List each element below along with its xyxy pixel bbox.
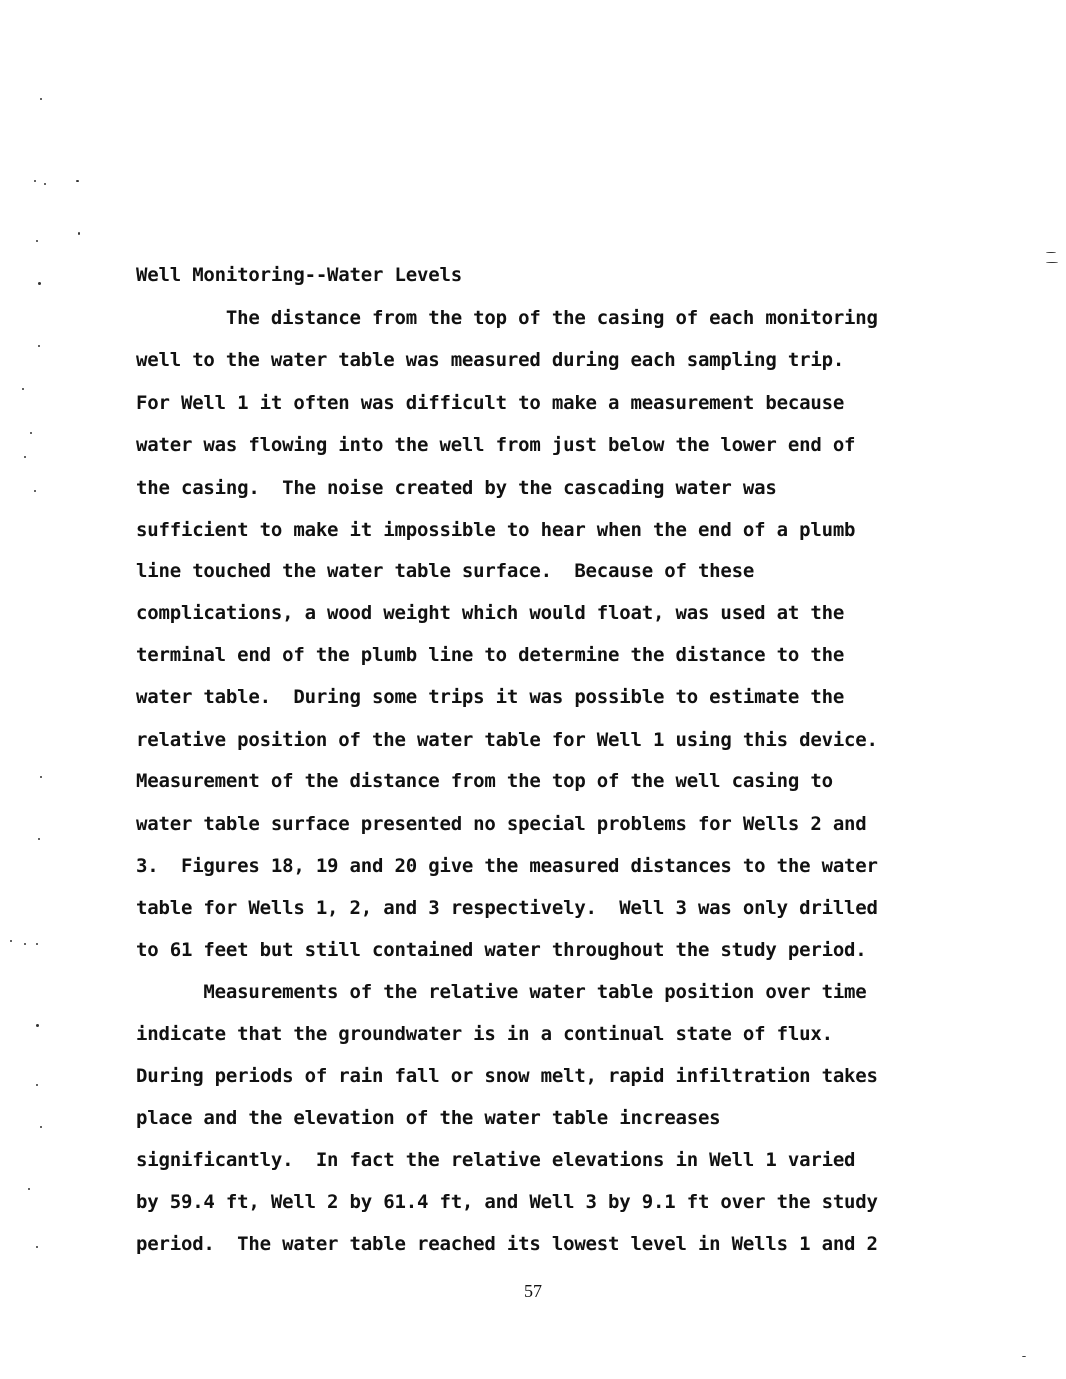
body-line: water was flowing into the well from just below the lower end of — [136, 434, 856, 456]
scan-speck — [1046, 252, 1056, 253]
body-line: During periods of rain fall or snow melt, rapid infiltration takes — [136, 1065, 878, 1087]
scan-speck — [36, 943, 38, 945]
body-line: Measurements of the relative water table position over time — [136, 981, 867, 1003]
scan-speck — [36, 1024, 39, 1027]
body-line: to 61 feet but still contained water throughout the study period. — [136, 939, 867, 961]
scan-speck — [10, 940, 12, 942]
body-line: water table surface presented no special problems for Wells 2 and — [136, 813, 867, 835]
scan-speck — [38, 282, 41, 285]
body-line: well to the water table was measured during each sampling trip. — [136, 349, 845, 371]
scan-speck — [1046, 262, 1058, 263]
body-line: Measurement of the distance from the top of the well casing to — [136, 770, 833, 792]
scan-speck — [22, 388, 24, 390]
scan-speck — [36, 1246, 38, 1248]
body-line: place and the elevation of the water table increases — [136, 1107, 721, 1129]
body-line: period. The water table reached its lowest level in Wells 1 and 2 — [136, 1233, 878, 1255]
body-line: 3. Figures 18, 19 and 20 give the measured distances to the water — [136, 855, 878, 877]
body-line: For Well 1 it often was difficult to make a measurement because — [136, 392, 845, 414]
scan-speck — [24, 456, 26, 458]
body-line: table for Wells 1, 2, and 3 respectively. Well 3 was only drilled — [136, 897, 878, 919]
body-line: complications, a wood weight which would float, was used at the — [136, 602, 845, 624]
scan-speck — [40, 98, 42, 100]
body-line: relative position of the water table for Well 1 using this device. — [136, 729, 878, 751]
body-line: The distance from the top of the casing of each monitoring — [136, 307, 878, 329]
body-line: sufficient to make it impossible to hear when the end of a plumb — [136, 519, 856, 541]
section-heading: Well Monitoring--Water Levels — [136, 264, 462, 286]
scan-speck — [40, 776, 42, 778]
page-number: 57 — [524, 1281, 542, 1301]
scan-speck — [36, 1084, 38, 1086]
scan-speck — [36, 240, 38, 242]
scan-speck — [34, 490, 36, 492]
scan-speck — [28, 1188, 30, 1190]
body-line: by 59.4 ft, Well 2 by 61.4 ft, and Well 3 by 9.1 ft over the study — [136, 1191, 878, 1213]
body-line: line touched the water table surface. Because of these — [136, 560, 755, 582]
scan-speck — [76, 180, 79, 182]
body-line: significantly. In fact the relative elevations in Well 1 varied — [136, 1149, 856, 1171]
scan-speck — [24, 943, 26, 945]
scan-speck — [30, 432, 32, 434]
scan-speck — [38, 345, 40, 347]
scan-speck — [1022, 1356, 1026, 1357]
body-line: indicate that the groundwater is in a continual state of flux. — [136, 1023, 833, 1045]
body-line: the casing. The noise created by the cascading water was — [136, 477, 777, 499]
scan-speck — [40, 1126, 42, 1128]
scan-speck — [38, 838, 40, 840]
body-line: terminal end of the plumb line to determine the distance to the — [136, 644, 845, 666]
scan-speck — [44, 183, 46, 185]
scan-speck — [34, 180, 36, 182]
scan-speck — [78, 232, 80, 235]
body-line: water table. During some trips it was possible to estimate the — [136, 686, 845, 708]
